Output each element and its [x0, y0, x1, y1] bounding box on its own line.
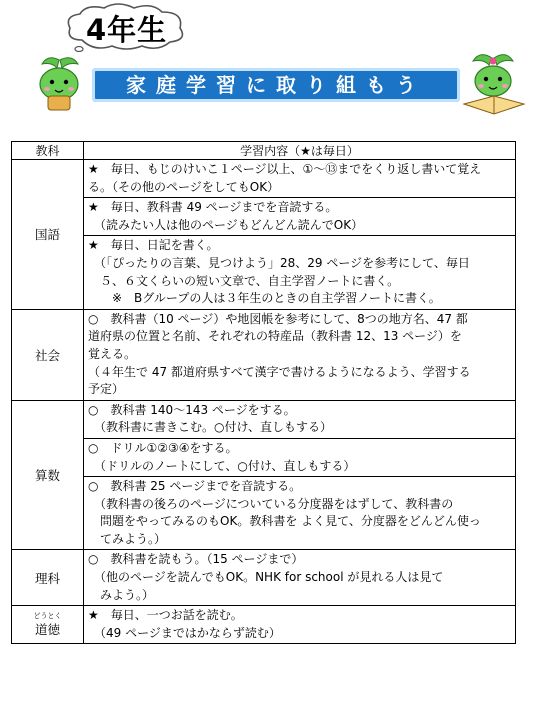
subject-sansu: 算数 [12, 400, 84, 550]
task-line: ５、６文くらいの短い文章で、自主学習ノートに書く。 [88, 273, 400, 288]
subject-rika: 理科 [12, 550, 84, 606]
page-header [0, 0, 534, 130]
subject-column-header: 教科 [12, 142, 84, 160]
task-line: ★ 毎日、もじのけいこ１ページ以上、①～⑬までをくり返し書いて覚え [88, 162, 482, 176]
task-line: ○ 教科書 140～143 ページをする。 [88, 402, 296, 417]
task-line: る。（その他のページをしてもOK） [88, 179, 280, 194]
table-row [12, 309, 516, 400]
sansu-task-2 [84, 438, 516, 476]
task-line: （ドリルのノートにして、○付け、直しもする） [88, 458, 356, 473]
task-line: みよう。） [88, 587, 155, 602]
table-row [12, 477, 516, 550]
task-line: ★ 毎日、教科書 49 ページまでを音読する。 [88, 200, 338, 215]
task-line: ★ 毎日、一つお話を読む。 [88, 608, 243, 623]
subject-shakai: 社会 [12, 309, 84, 400]
study-plan-table [11, 141, 516, 644]
table-row [12, 400, 516, 438]
mascot-right-icon [458, 52, 528, 120]
task-line: ○ ドリル①②③④をする。 [88, 440, 238, 455]
content-column-header: 学習内容（★は毎日） [84, 142, 516, 160]
task-line: 問題をやってみるのもOK。教科書を よく見て、分度器をどんどん使っ [88, 514, 481, 529]
dotoku-text: 道徳 [34, 621, 60, 637]
table-row [12, 236, 516, 309]
task-line: 道府県の位置と名前、それぞれの特産品（教科書 12、13 ページ）を [88, 329, 462, 344]
table-row [12, 198, 516, 236]
sansu-task-1 [84, 400, 516, 438]
kokugo-task-3 [84, 236, 516, 309]
task-line: （教科書の後ろのページについている分度器をはずして、教科書の [88, 496, 454, 511]
title-banner [92, 68, 460, 102]
task-line: ※ Bグループの人は３年生のときの自主学習ノートに書く。 [88, 291, 441, 306]
dotoku-ruby: どうとく [33, 611, 62, 620]
sansu-task-3 [84, 477, 516, 550]
table-header-row [12, 142, 516, 160]
task-line: （読みたい人は他のページもどんどん読んでOK） [88, 217, 364, 232]
task-line: （４年生で 47 都道府県すべて漢字で書けるようになるよう、学習する [88, 364, 471, 379]
subject-dotoku [12, 606, 84, 644]
table-row [12, 606, 516, 644]
mascot-left-icon [30, 56, 88, 112]
kokugo-task-1 [84, 160, 516, 198]
rika-task-1 [84, 550, 516, 606]
task-line: （教科書に書きこむ。○付け、直しもする） [88, 420, 332, 435]
task-line: ○ 教科書 25 ページまでを音読する。 [88, 479, 302, 494]
task-line: ○ 教科書（10 ページ）や地図帳を参考にして、8つの地方名、47 都 [88, 311, 468, 326]
task-line: 予定） [88, 382, 125, 397]
subject-kokugo: 国語 [12, 160, 84, 310]
task-line: （他のページを読んでもOK。NHK for school が見れる人は見て [88, 570, 444, 585]
task-line: てみよう。） [88, 531, 167, 546]
shakai-task-1 [84, 309, 516, 400]
kokugo-task-2 [84, 198, 516, 236]
task-line: （49 ページまではかならず読む） [88, 625, 281, 640]
table-row [12, 438, 516, 476]
task-line: （「ぴったりの言葉、見つけよう」28、29 ページを参考にして、毎日 [88, 255, 470, 270]
task-line: ○ 教科書を読もう。（15 ページまで） [88, 552, 304, 567]
table-row [12, 550, 516, 606]
task-line: ★ 毎日、日記を書く。 [88, 238, 219, 253]
banner-title: 家庭学習に取り組もう [126, 73, 426, 97]
task-line: 覚える。 [88, 346, 137, 361]
table-row [12, 160, 516, 198]
dotoku-task-1 [84, 606, 516, 644]
dotoku-label [34, 612, 62, 638]
grade-label: 4年生 [86, 13, 168, 47]
